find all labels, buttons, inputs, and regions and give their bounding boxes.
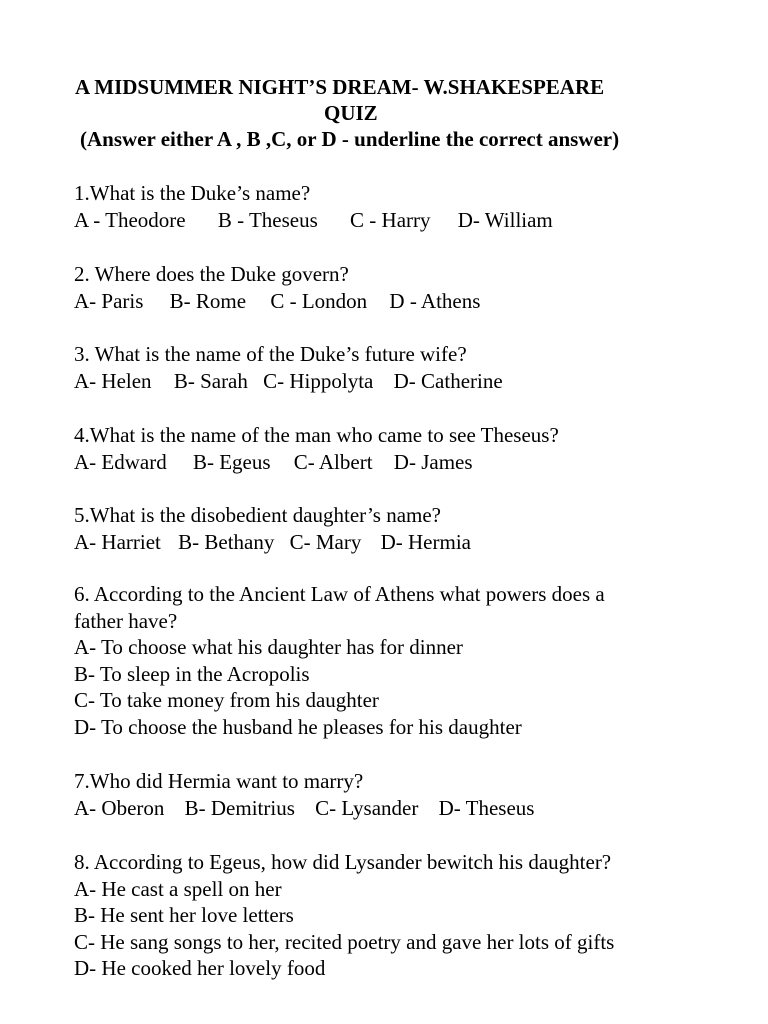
option-d[interactable]: D- William [457, 207, 553, 232]
option-c[interactable]: C- He sang songs to her, recited poetry and gave her lots of gifts [74, 929, 615, 954]
option-c[interactable]: C- Lysander [315, 795, 419, 820]
question-4 [74, 422, 559, 475]
option-b[interactable]: B- Egeus [192, 449, 271, 474]
option-b[interactable]: B- Rome [169, 288, 247, 313]
quiz-instructions: (Answer either A , B ,C, or D - underline the correct answer) [80, 127, 620, 151]
option-c[interactable]: C- Hippolyta [263, 368, 374, 393]
quiz-title: A MIDSUMMER NIGHT’S DREAM- W.SHAKESPEARE [75, 75, 605, 99]
question-text: 4.What is the name of the man who came to see Theseus? [74, 423, 559, 447]
question-7 [74, 768, 534, 821]
question-5 [74, 502, 471, 555]
option-b[interactable]: B - Theseus [217, 207, 318, 232]
question-3 [74, 341, 503, 394]
question-options [74, 795, 534, 822]
question-options [74, 529, 471, 556]
question-text: 2. Where does the Duke govern? [74, 262, 349, 286]
option-d[interactable]: D- Catherine [393, 368, 503, 393]
option-a[interactable]: A- Harriet [74, 529, 161, 554]
option-d[interactable]: D- Hermia [380, 529, 471, 554]
option-b[interactable]: B- Demitrius [184, 795, 295, 820]
question-text-line-1: 6. According to the Ancient Law of Athens what powers does a [74, 582, 605, 606]
option-a[interactable]: A- Edward [74, 449, 167, 474]
option-d[interactable]: D- James [393, 449, 473, 474]
question-text: 8. According to Egeus, how did Lysander bewitch his daughter? [74, 850, 612, 874]
option-a[interactable]: A- He cast a spell on her [74, 876, 282, 901]
question-8 [74, 849, 614, 982]
option-c[interactable]: C- Mary [289, 529, 362, 554]
option-a[interactable]: A- To choose what his daughter has for dinner [74, 635, 463, 659]
quiz-subtitle: QUIZ [324, 101, 378, 125]
option-a[interactable]: A - Theodore [74, 207, 186, 232]
option-b[interactable]: B- Sarah [173, 368, 248, 393]
option-b[interactable]: B- He sent her love letters [74, 903, 294, 927]
option-c[interactable]: C- Albert [293, 449, 373, 474]
question-6 [74, 581, 605, 740]
option-a[interactable]: A- Helen [74, 368, 152, 393]
question-text: 3. What is the name of the Duke’s future wife? [74, 342, 467, 366]
option-a[interactable]: A- Paris [74, 288, 144, 313]
option-a[interactable]: A- Oberon [74, 795, 165, 820]
option-d[interactable]: D- Theseus [438, 795, 535, 820]
option-c[interactable]: C - London [270, 288, 368, 313]
question-options [74, 449, 559, 476]
question-text: 7.Who did Hermia want to marry? [74, 769, 364, 793]
option-c[interactable]: C- To take money from his daughter [74, 688, 379, 712]
question-options [74, 207, 553, 234]
question-text: 1.What is the Duke’s name? [74, 181, 311, 205]
question-2 [74, 261, 480, 314]
option-b[interactable]: B- Bethany [178, 529, 275, 554]
question-options [74, 288, 480, 315]
question-text: 5.What is the disobedient daughter’s name? [74, 503, 442, 527]
option-d[interactable]: D - Athens [389, 288, 481, 313]
question-options [74, 368, 503, 395]
option-d[interactable]: D- He cooked her lovely food [74, 956, 326, 980]
option-c[interactable]: C - Harry [350, 207, 431, 232]
question-text-line-2: father have? [74, 608, 178, 633]
question-1 [74, 180, 553, 233]
option-b[interactable]: B- To sleep in the Acropolis [74, 661, 310, 686]
option-d[interactable]: D- To choose the husband he pleases for his daughter [74, 714, 522, 739]
